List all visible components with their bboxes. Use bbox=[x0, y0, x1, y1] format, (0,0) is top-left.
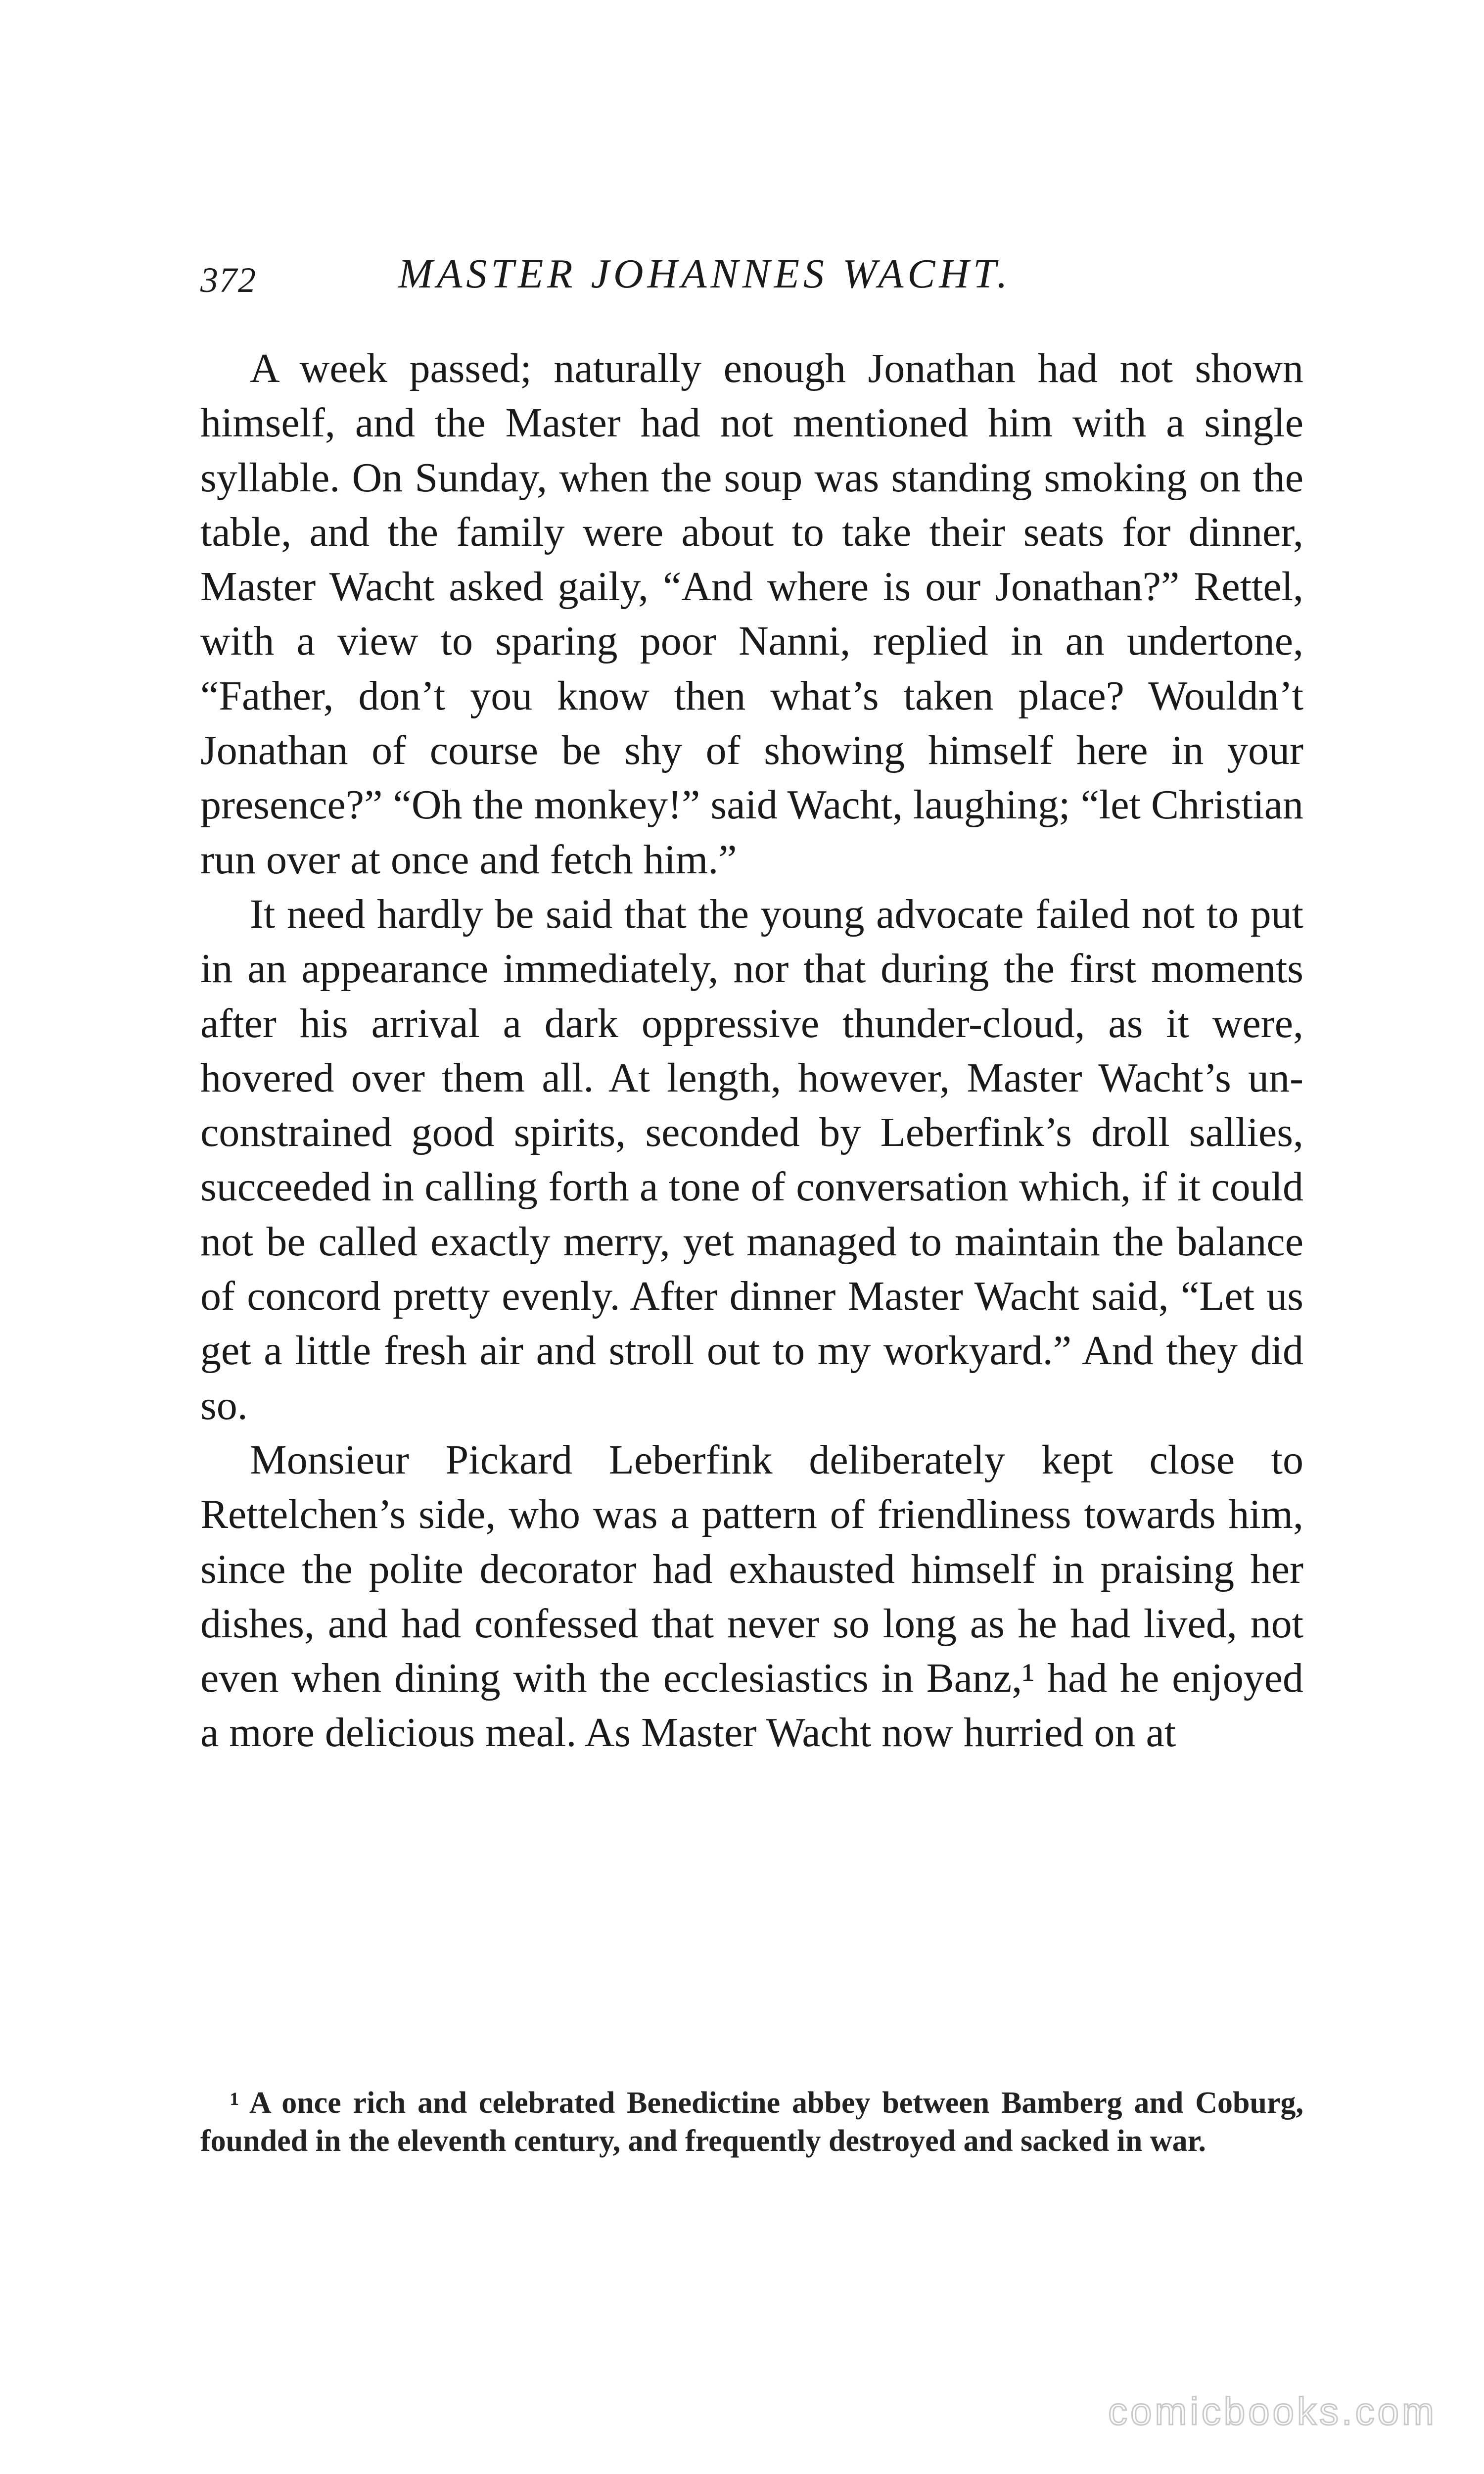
watermark: comicbooks.com bbox=[1108, 2389, 1437, 2433]
page-header bbox=[200, 250, 1303, 319]
footnote bbox=[200, 2084, 1303, 2160]
body-text bbox=[200, 341, 1303, 1760]
paragraph-2: It need hardly be said that the young advocate failed not to put in an appearance immediately, nor that during the first moments after his arrival a dark oppressive thunder-cloud, as it were, hovered over them all. At length, however, Master Wacht’s unconstrained good spirits, seconded by Leberfink’s droll sallies, succeeded in calling forth a tone of conversation which, if it could not be called exactly merry, yet managed to maintain the balance of concord pretty evenly. After dinner Master Wacht said, “Let us get a little fresh air and stroll out to my workyard.” And they did so. bbox=[200, 891, 1303, 1428]
paragraph-1: A week passed; naturally enough Jonathan had not shown himself, and the Master had not mentioned him with a single syllable. On Sunday, when the soup was standing smoking on the table, and the family were about to take their seats for dinner, Master Wacht asked gaily, “And where is our Jonathan?” Rettel, with a view to sparing poor Nanni, replied in an undertone, “Father, don’t you know then what’s taken place? Wouldn’t Jonathan of course be shy of showing himself here in your presence?” “Oh the monkey!” said Wacht, laughing; “let Christian run over at once and fetch him.” bbox=[200, 345, 1303, 883]
paragraph-3: Monsieur Pickard Leberfink deliberately kept close to Rettelchen’s side, who was a pattern of friendliness towards him, since the polite decorator had exhausted himself in praising her dishes, and had confessed that never so long as he had lived, not even when dining with the ecclesiastics in Banz,¹ had he enjoyed a more delicious meal. As Master Wacht now hurried on at bbox=[200, 1436, 1303, 1756]
footnote-text: ¹ A once rich and celebrated Benedictine abbey between Bamberg and Coburg, founded in the eleventh century, and frequently destroyed and sacked in war. bbox=[200, 2086, 1303, 2158]
page-number: 372 bbox=[200, 260, 257, 300]
running-title: MASTER JOHANNES WACHT. bbox=[398, 251, 1012, 297]
